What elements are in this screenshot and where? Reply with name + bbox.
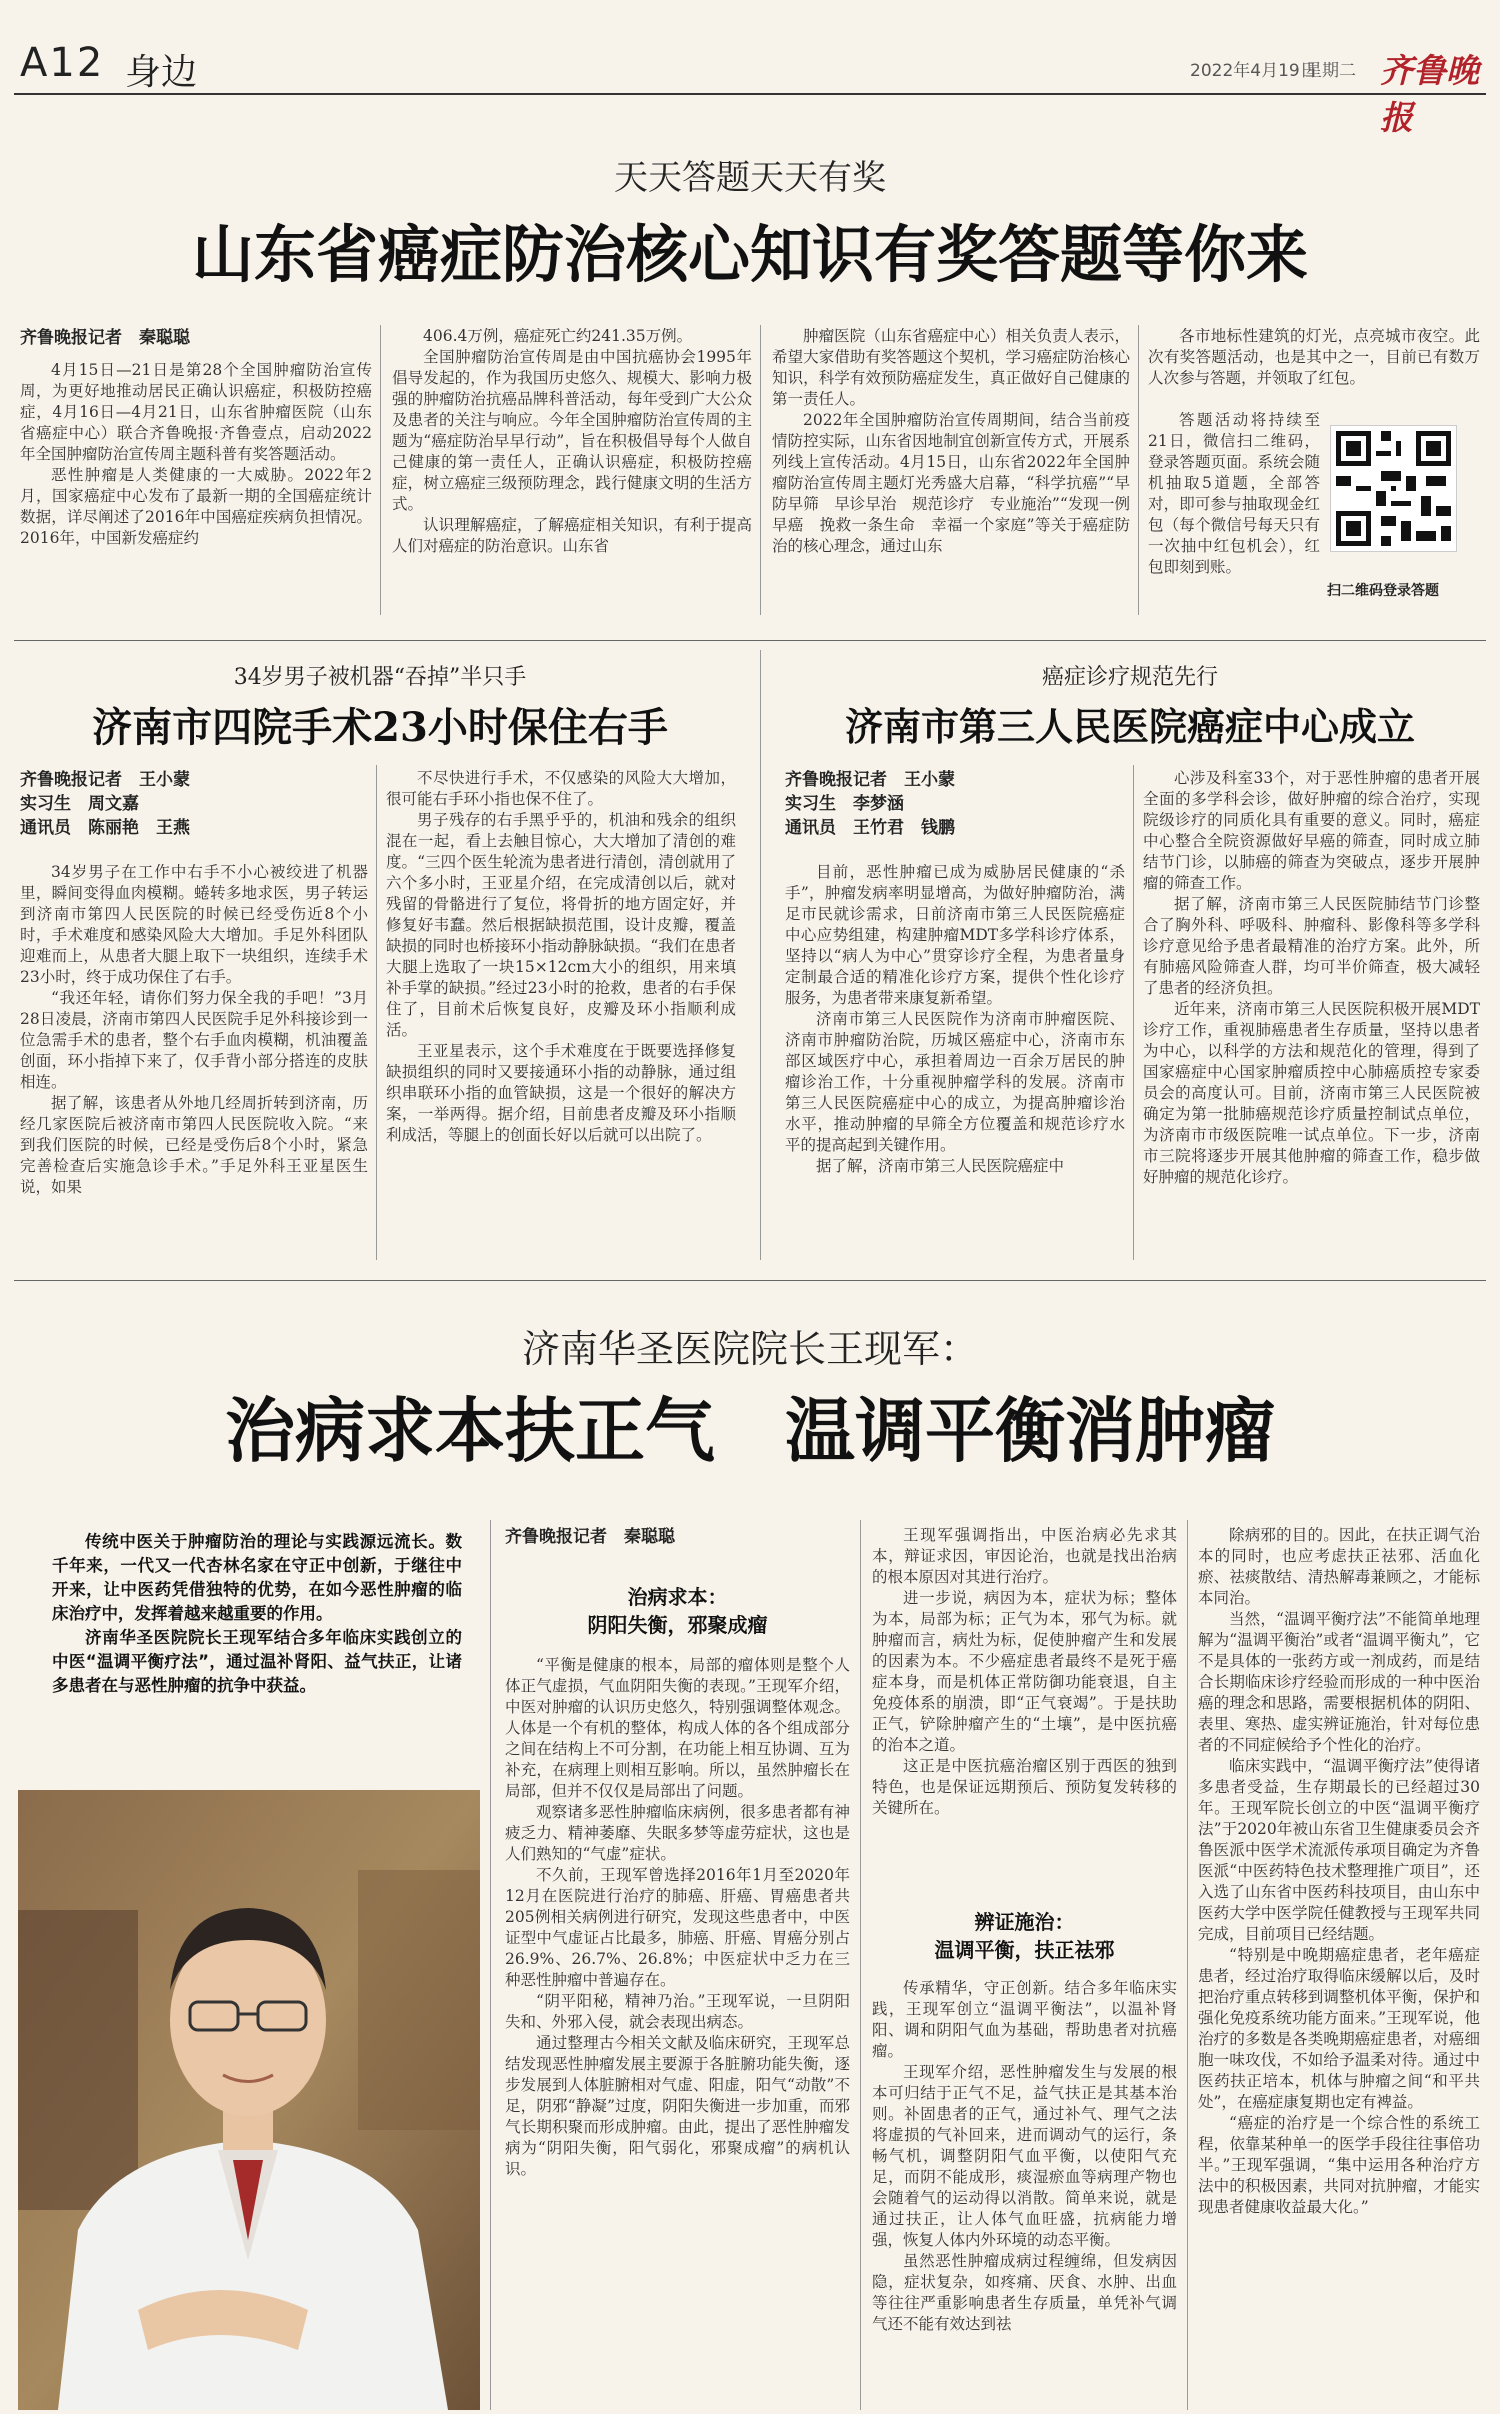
paragraph: “我还年轻，请你们努力保全我的手吧！”3月28日凌晨，济南市第四人民医院手足外科接诊到一位急需手术的患者，整个右手血肉模糊，机油覆盖创面，环小指掉下来了，仅手背小部分搭连的皮肤相连。 (20, 989, 368, 1091)
column-divider (1133, 765, 1134, 1260)
masthead-rule (14, 93, 1486, 95)
story3-column-2 (1143, 768, 1480, 1264)
paragraph: 肿瘤医院（山东省癌症中心）相关负责人表示，希望大家借助有奖答题这个契机，学习癌症防治核心知识，科学有效预防癌症发生，真正做好自己健康的第一责任人。 (772, 327, 1130, 408)
section-rule (14, 640, 1486, 641)
paragraph: 据了解，该患者从外地几经周折转到济南，历经几家医院后被济南市第四人民医院收入院。“来到我们医院的时候，已经是受伤后8个小时，紧急完善检查后实施急诊手术。”手足外科王亚星医生说，如果 (20, 1094, 368, 1196)
story1-column-2 (392, 326, 752, 620)
qr-code[interactable] (1330, 425, 1457, 552)
qr-code-caption: 扫二维码登录答题 (1327, 583, 1439, 599)
story3-byline: 齐鲁晚报记者 王小蒙 实习生 李梦涵 通讯员 王竹君 钱鹏 (785, 770, 955, 838)
story3-kicker: 癌症诊疗规范先行 (1041, 665, 1218, 690)
story1-column-4-body (1148, 410, 1320, 614)
paragraph: “阴平阳秘，精神乃治。”王现军说，一旦阴阳失和、外邪入侵，就会表现出病态。 (505, 1992, 850, 2031)
paragraph: 406.4万例，癌症死亡约241.35万例。 (423, 327, 693, 345)
paragraph: 这正是中医抗癌治瘤区别于西医的独到特色，也是保证远期预后、预防复发转移的关键所在。 (872, 1757, 1177, 1817)
story4-kicker: 济南华圣医院院长王现军： (521, 1327, 978, 1371)
portrait-photo (18, 1790, 480, 2410)
paragraph: 不尽快进行手术，不仅感染的风险大大增加，很可能右手环小指也保不住了。 (386, 769, 736, 808)
story1-kicker: 天天答题天天有奖 (614, 158, 886, 198)
paragraph: 除病邪的目的。因此，在扶正调气治本的同时，也应考虑扶正祛邪、活血化瘀、祛痰散结、清热解毒兼顾之，才能标本同治。 (1198, 1526, 1480, 1607)
newspaper-logo: 齐鲁晚报 (1380, 51, 1479, 137)
paragraph: 王现军强调指出，中医治病必先求其本，辩证求因，审因论治，也就是找出治病的根本原因对其进行治疗。 (872, 1526, 1177, 1586)
story4-subhead-2: 辨证施治： 温调平衡，扶正祛邪 (934, 1910, 1115, 1962)
column-divider (760, 325, 761, 615)
paragraph: 观察诸多恶性肿瘤临床病例，很多患者都有神疲乏力、精神萎靡、失眠多梦等虚劳症状，这也是人们熟知的“气虚”症状。 (505, 1803, 850, 1863)
paragraph: 答题活动将持续至21日，微信扫二维码，登录答题页面。系统会随机抽取5道题，全部答对，即可参与抽取现金红包（每个微信号每天只有一次抽中红包机会），红包即刻到账。 (1148, 411, 1320, 576)
page-number: A12 (20, 40, 105, 86)
story4-column-a (505, 1655, 850, 2410)
story1-headline: 山东省癌症防治核心知识有奖答题等你来 (191, 218, 1308, 291)
paragraph: 目前，恶性肿瘤已成为威胁居民健康的“杀手”，肿瘤发病率明显增高，为做好肿瘤防治，满足市民就诊需求，日前济南市第三人民医院癌症中心应势组建，构建肿瘤MDT多学科诊疗体系，坚持以“病人为中心”贯穿诊疗全程，为患者量身定制最合适的精准化诊疗方案，提供个性化诊疗服务，为患者带来康复新希望。 (785, 863, 1125, 1007)
story4-subhead-1: 治病求本： 阴阳失衡，邪聚成瘤 (587, 1585, 768, 1637)
story1-byline: 齐鲁晚报记者 秦聪聪 (20, 328, 190, 348)
story1-column-4-top (1148, 326, 1480, 410)
paragraph: 近年来，济南市第三人民医院积极开展MDT诊疗工作，重视肺癌患者生存质量，坚持以患者为中心，以科学的方法和规范化的管理，得到了国家癌症中心国家肿瘤质控中心肺癌质控专家委员会的高度认可。目前，济南市第三人民医院被确定为第一批肺癌规范诊疗质量控制试点单位，为济南市市级医院唯一试点单位。下一步，济南市三院将逐步开展其他肿瘤的筛查工作，稳步做好肿瘤的规范化诊疗。 (1143, 1000, 1480, 1186)
story2-column-2 (386, 768, 736, 1264)
story2-kicker: 34岁男子被机器“吞掉”半只手 (233, 665, 527, 690)
story2-byline: 齐鲁晚报记者 王小蒙 实习生 周文嘉 通讯员 陈丽艳 王燕 (20, 770, 190, 838)
column-divider (860, 1520, 861, 2410)
paragraph: “特别是中晚期癌症患者，老年癌症患者，经过治疗取得临床缓解以后，及时把治疗重点转移到调整机体平衡，保护和强化免疫系统功能方面来。”王现军说，他治疗的多数是各类晚期癌症患者，对癌细胞一味攻伐，不如给予温柔对待。通过中医药扶正培本，机体与肿瘤之间“和平共处”，在癌症康复期也定有裨益。 (1198, 1946, 1480, 2111)
paragraph: 认识理解癌症，了解癌症相关知识，有利于提高人们对癌症的防治意识。山东省 (392, 516, 752, 555)
story1-column-1 (20, 360, 372, 620)
paragraph: 王现军介绍，恶性肿瘤发生与发展的根本可归结于正气不足，益气扶正是其基本治则。补固患者的正气，通过补气、理气之法将虚损的气补回来，进而调动气的运行，条畅气机，调整阴阳气血平衡，以使阳气充足，而阴不能成形，痰湿瘀血等病理产物也会随着气的运动得以消散。简单来说，就是通过扶正，让人体气血旺盛，抗病能力增强，恢复人体内外环境的动态平衡。 (872, 2063, 1177, 2249)
column-divider (376, 765, 377, 1260)
paragraph: 传统中医关于肿瘤防治的理论与实践源远流长。数千年来，一代又一代杏林名家在守正中创新，于继往中开来，让中医药凭借独特的优势，在如今恶性肿瘤的临床治疗中，发挥着越来越重要的作用。 (52, 1532, 462, 1623)
story4-lead (52, 1530, 462, 1770)
paragraph: 全国肿瘤防治宣传周是由中国抗癌协会1995年倡导发起的，作为我国历史悠久、规模大、影响力极强的肿瘤防治抗癌品牌科普活动，每年受到广大公众及患者的关注与响应。今年全国肿瘤防治宣传周的主题为“癌症防治早早行动”，旨在积极倡导每个人做自己健康的第一责任人，正确认识癌症，积极防控癌症，树立癌症三级预防理念，践行健康文明的生活方式。 (392, 348, 752, 513)
story4-column-c (1198, 1525, 1480, 2410)
story4-column-b-bottom (872, 1978, 1177, 2410)
section-rule (14, 1280, 1486, 1281)
story4-headline: 治病求本扶正气 温调平衡消肿瘤 (225, 1389, 1275, 1472)
paragraph: 心涉及科室33个，对于恶性肿瘤的患者开展全面的多学科会诊，做好肿瘤的综合治疗，实现院级诊疗的同质化具有重要的意义。同时，癌症中心整合全院资源做好早癌的筛查，同时成立肺结节门诊，以肺癌的筛查为突破点，逐步开展肿瘤的筛查工作。 (1143, 769, 1480, 892)
paragraph: 各市地标性建筑的灯光，点亮城市夜空。此次有奖答题活动，也是其中之一，目前已有数万人次参与答题，并领取了红包。 (1148, 327, 1480, 387)
story3-column-1 (785, 862, 1125, 1264)
paragraph: “癌症的治疗是一个综合性的系统工程，依靠某种单一的医学手段往往事倍功半。”王现军强调，“集中运用各种治疗方法中的积极因素，共同对抗肿瘤，才能实现患者健康收益最大化。” (1198, 2114, 1480, 2216)
paragraph: 进一步说，病因为本，症状为标；整体为本，局部为标；正气为本，邪气为标。就肿瘤而言，病灶为标，促使肿瘤产生和发展的因素为本。不少癌症患者最终不是死于癌症本身，而是机体正常防御功能衰退，自主免疫体系的崩溃，即“正气衰竭”。于是扶助正气，铲除肿瘤产生的“土壤”，是中医抗癌的治本之道。 (872, 1589, 1177, 1754)
paragraph: 临床实践中，“温调平衡疗法”使得诸多患者受益，生存期最长的已经超过30年。王现军院长创立的中医“温调平衡疗法”于2020年被山东省卫生健康委员会齐鲁医派中医学术流派传承项目确定为齐鲁医派“中医药特色技术整理推广项目”，还入选了山东省中医药科技项目，由山东中医药大学中医学院任健教授与王现军共同完成，目前项目已经结题。 (1198, 1757, 1480, 1943)
story2-column-1 (20, 862, 368, 1264)
story1-column-3 (772, 326, 1130, 620)
paragraph: 虽然恶性肿瘤成病过程缠绵，但发病因隐，症状复杂，如疼痛、厌食、水肿、出血等往往严重影响患者生存质量，单凭补气调气还不能有效达到祛 (872, 2252, 1177, 2333)
paragraph: 4月15日—21日是第28个全国肿瘤防治宣传周，为更好地推动居民正确认识癌症，积极防控癌症，4月16日—4月21日，山东省肿瘤医院（山东省癌症中心）联合齐鲁晚报·齐鲁壹点，启动2022年全国肿瘤防治宣传周主题科普有奖答题活动。 (20, 361, 372, 463)
story4-byline: 齐鲁晚报记者 秦聪聪 (505, 1527, 675, 1547)
paragraph: 恶性肿瘤是人类健康的一大威胁。2022年2月，国家癌症中心发布了最新一期的全国癌症统计数据，详尽阐述了2016年中国癌症疾病负担情况。2016年，中国新发癌症约 (20, 466, 372, 547)
story2-headline: 济南市四院手术23小时保住右手 (92, 704, 668, 751)
story3-headline: 济南市第三人民医院癌症中心成立 (844, 704, 1415, 749)
column-divider (760, 650, 761, 1260)
paragraph: 男子残存的右手黑乎乎的，机油和残余的组织混在一起，看上去触目惊心，大大增加了清创的难度。“三四个医生轮流为患者进行清创，清创就用了六个多小时，王亚星介绍，在完成清创以后，就对残留的骨骼进行了复位，将骨折的地方固定好，并修复好韦蠢。然后根据缺损范围，设计皮瓣，覆盖缺损的同时也桥接环小指动静脉缺损。“我们在患者大腿上选取了一块15×12cm大小的组织，用来填补手掌的缺损。”经过23小时的抢救，患者的右手保住了，目前术后恢复良好，皮瓣及环小指顺利成活。 (386, 811, 736, 1039)
issue-weekday: 星期二 (1305, 61, 1356, 81)
paragraph: 据了解，济南市第三人民医院癌症中 (816, 1157, 1065, 1175)
column-divider (490, 1520, 491, 2410)
paragraph: 王亚星表示，这个手术难度在于既要选择修复缺损组织的同时又要接通环小指的动静脉，通过组织串联环小指的血管缺损，这是一个很好的解决方案，一举两得。据介绍，目前患者皮瓣及环小指顺利成活，等腿上的创面长好以后就可以出院了。 (386, 1042, 736, 1144)
paragraph: 据了解，济南市第三人民医院肺结节门诊整合了胸外科、呼吸科、肿瘤科、影像科等多学科诊疗意见给予患者最精准的治疗方案。此外，所有肺癌风险筛查人群，均可半价筛查，极大减轻了患者的经济负担。 (1143, 895, 1480, 997)
section-name: 身边 (125, 52, 198, 93)
qr-code-icon (1331, 426, 1456, 551)
story4-column-b-top (872, 1525, 1177, 1905)
paragraph: 通过整理古今相关文献及临床研究，王现军总结发现恶性肿瘤发展主要源于各脏腑功能失衡，逐步发展到人体脏腑相对气虚、阳虚，阳气“动散”不足，阴邪“静凝”过度，阴阳失衡进一步加重，而邪气长期积聚而形成肿瘤。由此，提出了恶性肿瘤发病为“阴阳失衡，阳气弱化，邪聚成瘤”的病机认识。 (505, 2034, 850, 2178)
paragraph: 34岁男子在工作中右手不小心被绞进了机器里，瞬间变得血肉模糊。蜷转多地求医，男子转运到济南市第四人民医院的时候已经受伤近8个小时，手术难度和感染风险大大增加。手足外科团队迎难而上，从患者大腿上取下一块组织，连续手术23小时，终于成功保住了右手。 (20, 863, 368, 986)
paragraph: 济南华圣医院院长王现军结合多年临床实践创立的中医“温调平衡疗法”，通过温补肾阳、益气扶正，让诸多患者在与恶性肿瘤的抗争中获益。 (52, 1628, 462, 1695)
paragraph: 传承精华，守正创新。结合多年临床实践，王现军创立“温调平衡法”，以温补肾阳、调和阴阳气血为基础，帮助患者对抗癌瘤。 (872, 1979, 1177, 2060)
paragraph: “平衡是健康的根本，局部的瘤体则是整个人体正气虚损，气血阴阳失衡的表现。”王现军介绍，中医对肿瘤的认识历史悠久，特别强调整体观念。人体是一个有机的整体，构成人体的各个组成部分之间在结构上不可分割，在功能上相互协调、互为补充，在病理上则相互影响。所以，虽然肿瘤长在局部，但并不仅仅是局部出了问题。 (505, 1656, 850, 1800)
paragraph: 当然，“温调平衡疗法”不能简单地理解为“温调平衡治”或者“温调平衡丸”，它不是具体的一张药方或一剂成药，而是结合长期临床诊疗经验而形成的一种中医治癌的理念和思路，需要根据机体的阴阳、表里、寒热、虚实辨证施治，针对每位患者的不同症候给予个性化的治疗。 (1198, 1610, 1480, 1754)
paragraph: 2022年全国肿瘤防治宣传周期间，结合当前疫情防控实际，山东省因地制宜创新宣传方式，开展系列线上宣传活动。4月15日，山东省2022年全国肿瘤防治宣传周主题灯光秀盛大启幕，“科学抗癌”“早防早筛 早诊早治 规范诊疗 专业施治”“发现一例早癌 挽救一条生命 幸福一个家庭”等关于癌症防治的核心理念，通过山东 (772, 411, 1130, 555)
column-divider (380, 325, 381, 615)
column-divider (1138, 325, 1139, 615)
paragraph: 济南市第三人民医院作为济南市肿瘤医院、济南市肿瘤防治院，历城区癌症中心，济南市东部区域医疗中心，承担着周边一百余万居民的肿瘤诊治工作，十分重视肿瘤学科的发展。济南市第三人民医院癌症中心的成立，为提高肿瘤诊治水平，推动肿瘤的早筛全方位覆盖和规范诊疗水平的提高起到关键作用。 (785, 1010, 1125, 1154)
column-divider (1187, 1520, 1188, 2410)
paragraph: 不久前，王现军曾选择2016年1月至2020年12月在医院进行治疗的肺癌、肝癌、胃癌患者共205例相关病例进行研究，发现这些患者中，中医证型中气虚证占比最多，肺癌、肝癌、胃癌分别占26.9%、26.7%、26.8%；中医症状中乏力在三种恶性肿瘤中普遍存在。 (505, 1866, 850, 1989)
issue-date: 2022年4月19日 (1190, 61, 1317, 81)
